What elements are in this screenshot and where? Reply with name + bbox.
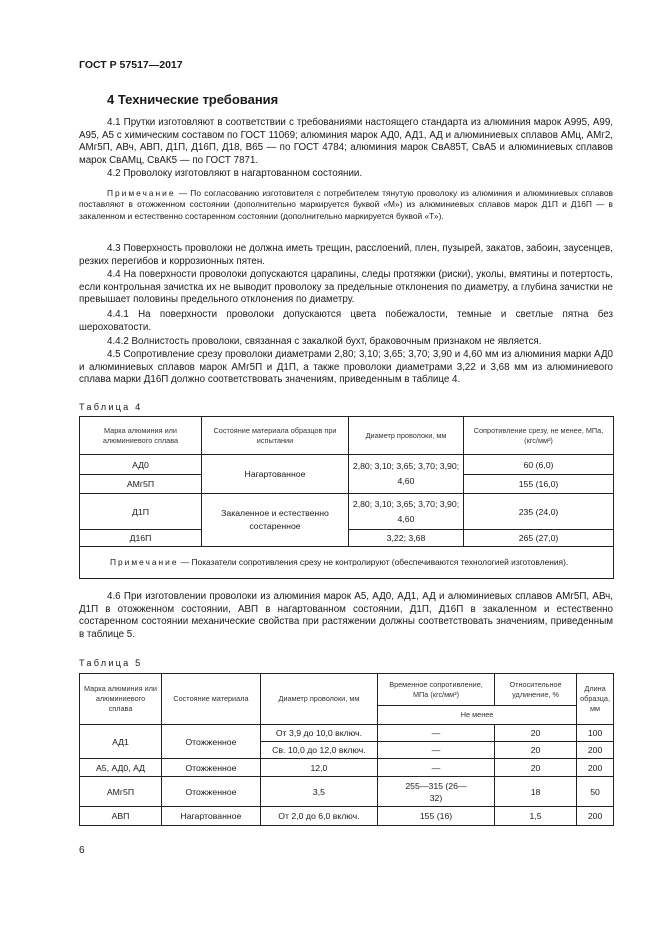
t5-header-strength: Временное сопротивление, МПа (кгс/мм²) [378, 674, 495, 706]
note-4-2 [79, 188, 613, 222]
note-text: — По согласованию изготовителя с потребителем тянутую проволоку из алюминия и алюминиевых сплавов поставляют в отожженном состоянии (дополнительно маркируется буквой «М») из алюминиевых сплавов марок Д1П и Д16П — в закаленном и естественно состаренном состоянии (дополнительно маркируется буквой «Т»). [79, 188, 613, 221]
t5-length: 200 [577, 759, 614, 777]
t4-shear: 235 (24,0) [464, 494, 614, 530]
table-row [80, 759, 614, 777]
t5-header-state: Состояние материала [162, 674, 261, 725]
t5-strength: 155 (16) [378, 807, 495, 826]
t5-diameter: 12,0 [260, 759, 377, 777]
t5-header-length: Длина образца, мм [577, 674, 614, 725]
t5-elongation: 18 [494, 777, 576, 807]
t4-state: Закаленное и естественно состаренное [202, 494, 349, 547]
t5-header-diameter: Диаметр проволоки, мм [260, 674, 377, 725]
t5-strength: — [378, 759, 495, 777]
paragraph-4-3: 4.3 Поверхность проволоки не должна иметь трещин, расслоений, плен, пузырей, закатов, забоин, заусенцев, резких перегибов и коррозионных пятен. [79, 243, 613, 267]
document-header: ГОСТ Р 57517—2017 [79, 59, 183, 71]
t4-grade: Д1П [80, 494, 202, 530]
t4-note-text: — Показатели сопротивления срезу не контролируют (обеспечиваются технологией изготовления). [178, 556, 569, 567]
paragraph-4-4-2: 4.4.2 Волнистость проволоки, связанная с закалкой бухт, браковочным признаком не является. [107, 336, 542, 347]
t5-strength: 255—315 (26—32) [378, 777, 495, 807]
t4-grade: АМг5П [80, 475, 202, 494]
t5-state: Отожженное [162, 759, 261, 777]
t5-length: 200 [577, 742, 614, 759]
t5-length: 100 [577, 725, 614, 742]
section-title: 4 Технические требования [107, 92, 279, 107]
t4-note-label: Примечание [110, 556, 179, 567]
table-row [80, 494, 614, 530]
table-row [80, 777, 614, 807]
t5-header-min: Не менее [378, 706, 577, 725]
t5-diameter: От 3,9 до 10,0 включ. [260, 725, 377, 742]
page-number: 6 [79, 845, 85, 856]
t5-header-elongation: Относительное удлинение, % [494, 674, 576, 706]
paragraph-4-6: 4.6 При изготовлении проволоки из алюминия марок А5, АД0, АД1, АД и алюминиевых сплавов АМг5П, АВч, Д1П в отожженном состоянии, АВП в нагартованном состоянии, Д1П, Д16П в закаленном и естественно состаренном состоянии механические свойства при растяжении должны соответствовать значениям, приведенным в таблице 5. [79, 591, 613, 640]
note-label: Примечание [107, 188, 176, 198]
t4-header-grade: Марка алюминия или алюминиевого сплава [80, 417, 202, 455]
table-row [80, 455, 614, 475]
t4-diameter: 3,22; 3,68 [349, 530, 464, 547]
t5-strength: — [378, 725, 495, 742]
t5-grade: АВП [80, 807, 162, 826]
table5-caption: Таблица 5 [79, 658, 143, 668]
t5-header-grade: Марка алюминия или алюминиевого сплава [80, 674, 162, 725]
t4-diameter: 2,80; 3,10; 3,65; 3,70; 3,90; 4,60 [349, 494, 464, 530]
t5-length: 200 [577, 807, 614, 826]
t4-header-shear: Сопротивление срезу, не менее, МПа, (кгс/мм²) [464, 417, 614, 455]
t4-diameter: 2,80; 3,10; 3,65; 3,70; 3,90; 4,60 [349, 455, 464, 494]
t4-shear: 265 (27,0) [464, 530, 614, 547]
t4-shear: 60 (6,0) [464, 455, 614, 475]
t4-header-state: Состояние материала образцов при испытании [202, 417, 349, 455]
table-row [80, 807, 614, 826]
t4-grade: Д16П [80, 530, 202, 547]
t4-note [80, 547, 614, 579]
t5-elongation: 20 [494, 725, 576, 742]
t5-elongation: 20 [494, 742, 576, 759]
paragraph-4-5: 4.5 Сопротивление срезу проволоки диаметрами 2,80; 3,10; 3,65; 3,70; 3,90 и 4,60 мм из алюминия марки АД0 и алюминиевых сплавов марок АМг5П и Д1П, а также проволоки диаметрами 3,22 и 3,68 мм из алюминиевого сплава марки Д16П должно соответствовать значениям, приведенным в таблице 4. [79, 349, 613, 386]
t4-grade: АД0 [80, 455, 202, 475]
t5-strength: — [378, 742, 495, 759]
t5-grade: А5, АД0, АД [80, 759, 162, 777]
t5-length: 50 [577, 777, 614, 807]
t5-diameter: 3,5 [260, 777, 377, 807]
t5-diameter: От 2,0 до 6,0 включ. [260, 807, 377, 826]
t4-header-diameter: Диаметр проволоки, мм [349, 417, 464, 455]
t5-elongation: 20 [494, 759, 576, 777]
paragraph-4-4: 4.4 На поверхности проволоки допускаются царапины, следы протяжки (риски), уколы, вмятины и потертость, если контрольная зачистка их не выводит проволоку за предельные отклонения по диаметру, а глубина зачистки не превышает половины предельного отклонения по диаметру. [79, 269, 613, 306]
t5-state: Отожженное [162, 777, 261, 807]
table-row [80, 725, 614, 742]
paragraph-4-4-1: 4.4.1 На поверхности проволоки допускаются цвета побежалости, темные и светлые пятна без шероховатости. [79, 309, 613, 333]
table4-caption: Таблица 4 [79, 402, 143, 412]
t5-state: Отожженное [162, 725, 261, 759]
t5-grade: АД1 [80, 725, 162, 759]
t4-state: Нагартованное [202, 455, 349, 494]
t5-state: Нагартованное [162, 807, 261, 826]
t5-elongation: 1,5 [494, 807, 576, 826]
paragraph-4-1: 4.1 Прутки изготовляют в соответствии с требованиями настоящего стандарта из алюминия марок А995, А99, А95, А5 с химическим составом по ГОСТ 11069; алюминия марок АД0, АД1, АД и алюминиевых сплавов АМц, АМг2, АМг5П, АВч, АВП, Д1П, Д16П, Д18, В65 — по ГОСТ 4784; алюминия марок СвА85Т, СвА5 и алюминиевых сплавов марок СвАМц, СвАК5 — по ГОСТ 7871. [79, 117, 613, 166]
t5-diameter: Св. 10,0 до 12,0 включ. [260, 742, 377, 759]
table-5 [79, 673, 614, 826]
t5-grade: АМг5П [80, 777, 162, 807]
t4-shear: 155 (16,0) [464, 475, 614, 494]
paragraph-4-2: 4.2 Проволоку изготовляют в нагартованном состоянии. [107, 168, 363, 179]
table-4 [79, 416, 614, 579]
